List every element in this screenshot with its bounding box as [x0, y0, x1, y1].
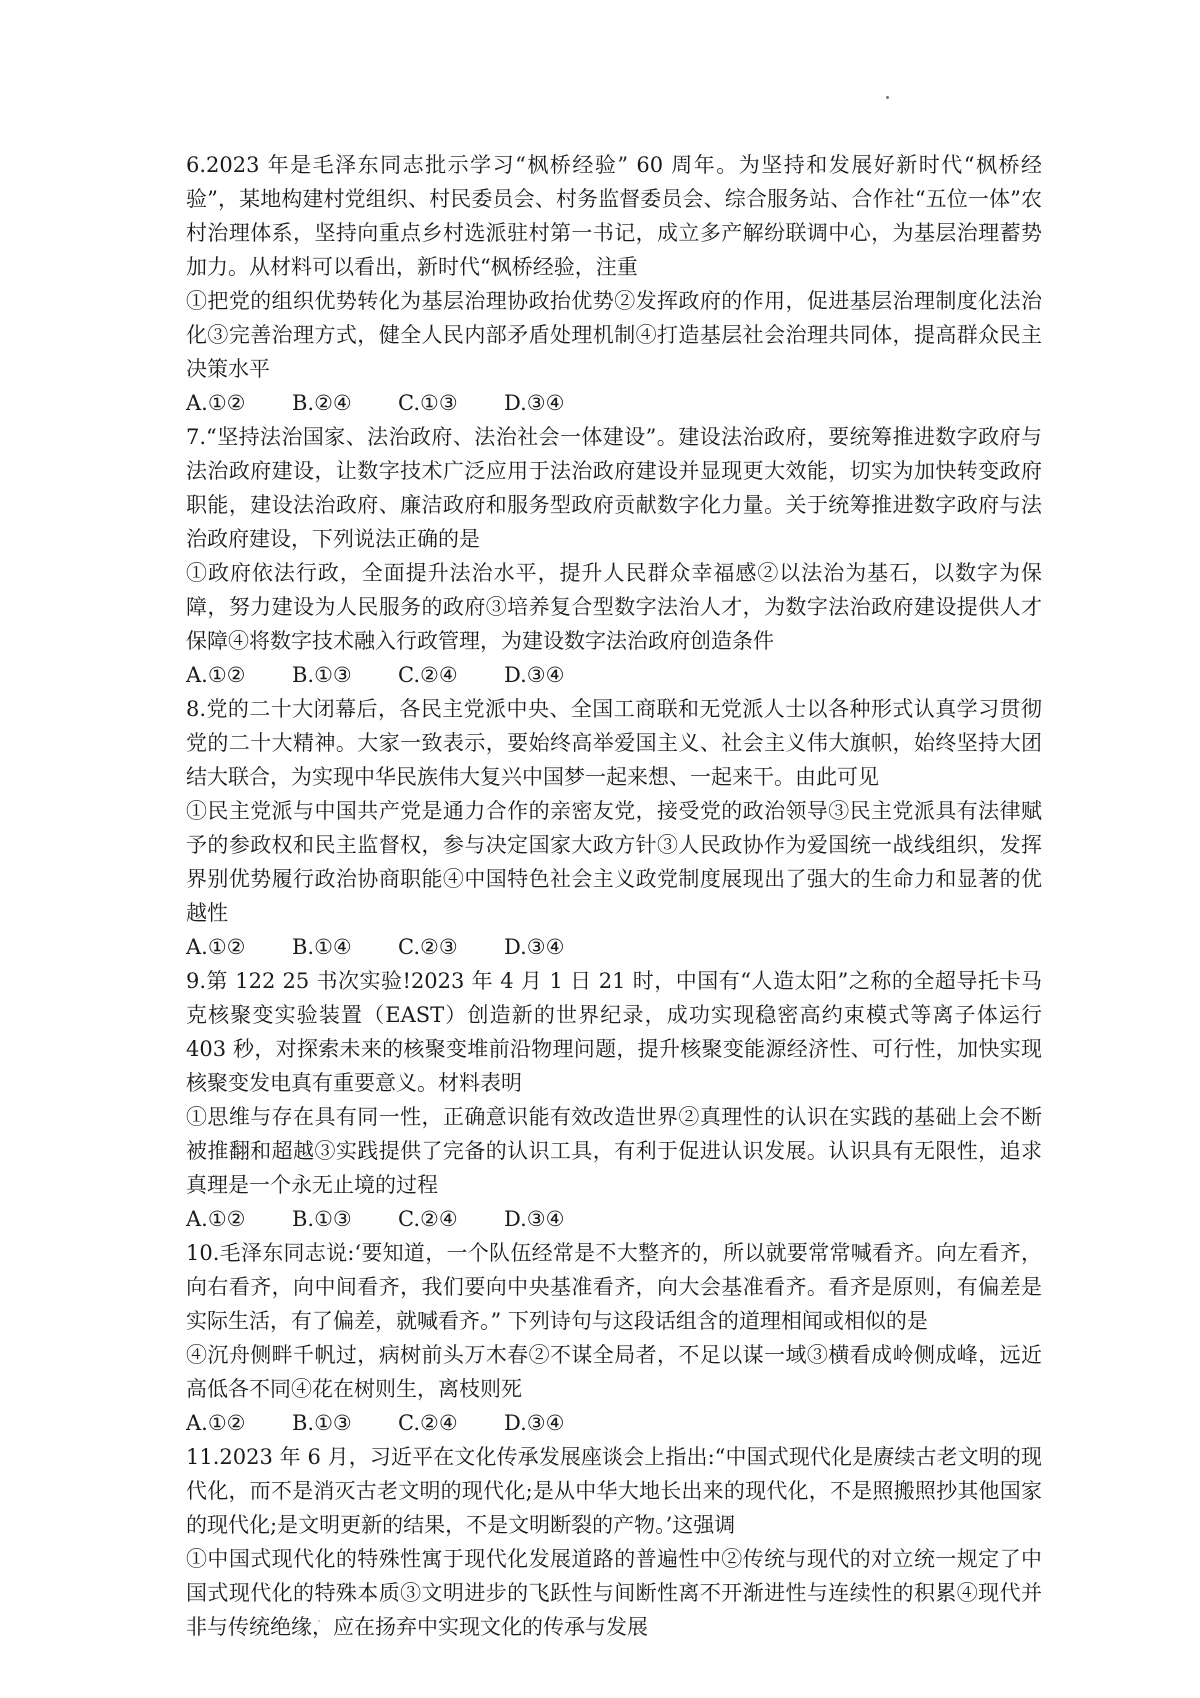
- question-statements: ①思维与存在具有同一性，正确意识能有效改造世界②真理性的认识在实践的基础上会不断被推翻和超越③实践提供了完备的认识工具，有利于促进认识发展。认识具有无限性，追求真理是一个永无止境的过程: [186, 1105, 1042, 1197]
- choice-a: A.①②: [186, 1411, 246, 1435]
- question-11: [186, 1440, 1042, 1644]
- question-stem: 11.2023 年 6 月，习近平在文化传承发展座谈会上指出:“中国式现代化是赓续古老文明的现代化，而不是消灭古老文明的现代化;是从中华大地长出来的现代化，不是照搬照抄其他国家的现代化;是文明更新的结果，不是文明断裂的产物。’这强调: [186, 1445, 1042, 1537]
- choice-c: C.②③: [398, 935, 458, 959]
- question-8: [186, 692, 1042, 964]
- choice-a: A.①②: [186, 663, 246, 687]
- choice-b: B.①③: [292, 1207, 352, 1231]
- choice-b: B.①③: [292, 1411, 352, 1435]
- exam-page: [186, 148, 1042, 1644]
- answer-choices: [186, 386, 1042, 420]
- choice-d: D.③④: [504, 1411, 565, 1435]
- answer-choices: [186, 930, 1042, 964]
- choice-d: D.③④: [504, 1207, 565, 1231]
- scan-speck: [886, 96, 889, 99]
- choice-d: D.③④: [504, 663, 565, 687]
- question-stem: 10.毛泽东同志说:‘要知道，一个队伍经常是不大整齐的，所以就要常常喊看齐。向左看齐，向右看齐，向中间看齐，我们要向中央基准看齐，向大会基准看齐。看齐是原则，有偏差是实际生活，有了偏差，就喊看齐。” 下列诗句与这段话组含的道理相闻或相似的是: [186, 1241, 1042, 1333]
- choice-c: C.①③: [398, 391, 458, 415]
- question-stem: 9.第 122 25 书次实验!2023 年 4 月 1 日 21 时，中国有“人造太阳”之称的全超导托卡马克核聚变实验装置（EAST）创造新的世界纪录，成功实现稳密高约束模式等离子体运行 403 秒，对探索未来的核聚变堆前沿物理问题，提升核聚变能源经济性、可行性，加快实现核聚变发电真有重要意义。材料表明: [186, 969, 1042, 1095]
- question-stem: 8.党的二十大闭幕后，各民主党派中央、全国工商联和无党派人士以各种形式认真学习贯彻党的二十大精神。大家一致表示，要始终高举爱国主义、社会主义伟大旗帜，始终坚持大团结大联合，为实现中华民族伟大复兴中国梦一起来想、一起来干。由此可见: [186, 697, 1042, 789]
- choice-d: D.③④: [504, 935, 565, 959]
- question-10: [186, 1236, 1042, 1440]
- choice-c: C.②④: [398, 1411, 458, 1435]
- choice-c: C.②④: [398, 663, 458, 687]
- question-statements: ①民主党派与中国共产党是通力合作的亲密友党，接受党的政治领导③民主党派具有法律赋予的参政权和民主监督权，参与决定国家大政方针③人民政协作为爱国统一战线组织，发挥界别优势履行政治协商职能④中国特色社会主义政党制度展现出了强大的生命力和显著的优越性: [186, 799, 1042, 925]
- question-stem: 6.2023 年是毛泽东同志批示学习“枫桥经验” 60 周年。为坚持和发展好新时代“枫桥经验”，某地构建村党组织、村民委员会、村务监督委员会、综合服务站、合作社“五位一体”农村治理体系，坚持向重点乡村选派驻村第一书记，成立多产解纷联调中心，为基层治理蓄势加力。从材料可以看出，新时代“枫桥经验，注重: [186, 153, 1042, 279]
- question-statements: ①政府依法行政，全面提升法治水平，提升人民群众幸福感②以法治为基石，以数字为保障，努力建设为人民服务的政府③培养复合型数字法治人才，为数字法治政府建设提供人才保障④将数字技术融入行政管理，为建设数字法治政府创造条件: [186, 561, 1042, 653]
- choice-b: B.①④: [292, 935, 352, 959]
- choice-c: C.②④: [398, 1207, 458, 1231]
- choice-a: A.①②: [186, 391, 246, 415]
- choice-d: D.③④: [504, 391, 565, 415]
- question-6: [186, 148, 1042, 420]
- answer-choices: [186, 658, 1042, 692]
- answer-choices: [186, 1406, 1042, 1440]
- question-stem: 7.“坚持法治国家、法治政府、法治社会一体建设”。建设法治政府，要统筹推进数字政府与法治政府建设，让数字技术广泛应用于法治政府建设并显现更大效能，切实为加快转变政府职能，建设法治政府、廉洁政府和服务型政府贡献数字化力量。关于统筹推进数字政府与法治政府建设，下列说法正确的是: [186, 425, 1042, 551]
- question-statements: ④沉舟侧畔千帆过，病树前头万木春②不谋全局者，不足以谋一域③横看成岭侧成峰，远近高低各不同④花在树则生，离枝则死: [186, 1343, 1042, 1401]
- question-9: [186, 964, 1042, 1236]
- question-statements: ①中国式现代化的特殊性寓于现代化发展道路的普遍性中②传统与现代的对立统一规定了中国式现代化的特殊本质③文明进步的飞跃性与间断性离不开渐进性与连续性的积累④现代并非与传统绝缘，应在扬弃中实现文化的传承与发展: [186, 1547, 1042, 1639]
- question-7: [186, 420, 1042, 692]
- question-statements: ①把党的组织优势转化为基层治理协政抬优势②发挥政府的作用，促进基层治理制度化法治化③完善治理方式，健全人民内部矛盾处理机制④打造基层社会治理共同体，提高群众民主决策水平: [186, 289, 1042, 381]
- choice-b: B.②④: [292, 391, 352, 415]
- choice-a: A.①②: [186, 935, 246, 959]
- choice-a: A.①②: [186, 1207, 246, 1231]
- answer-choices: [186, 1202, 1042, 1236]
- choice-b: B.①③: [292, 663, 352, 687]
